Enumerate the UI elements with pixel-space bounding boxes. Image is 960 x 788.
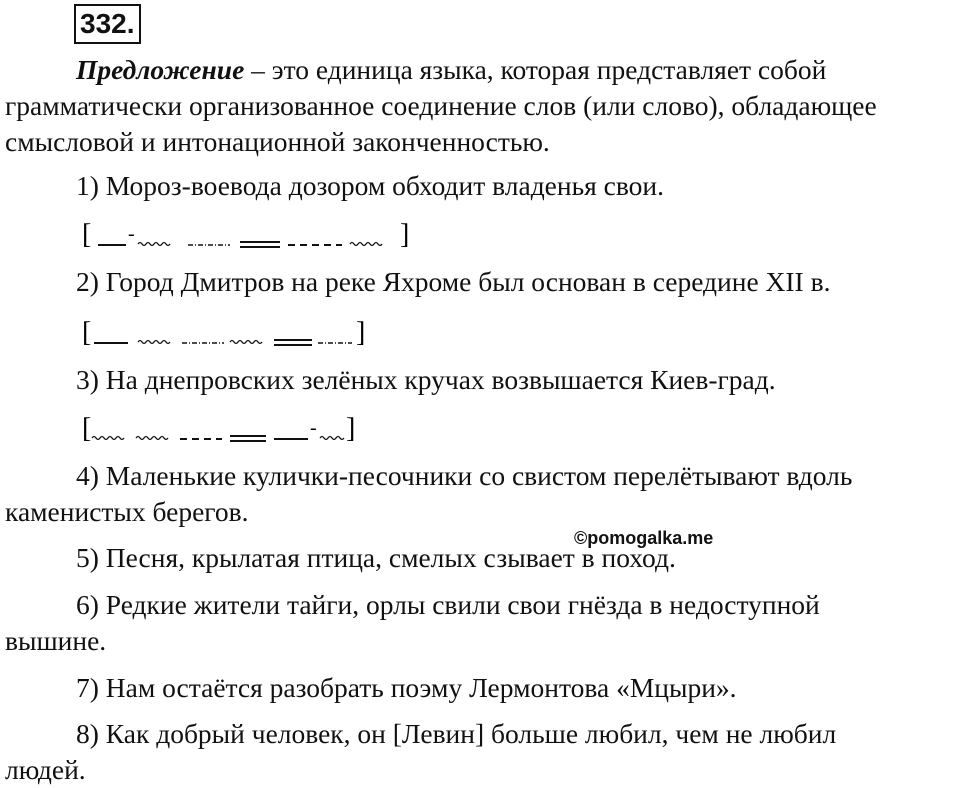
sentence-4-line-2: каменистых берегов. xyxy=(5,496,249,527)
sentence-8-line-1: 8) Как добрый человек, он [Левин] больше любил, чем не любил xyxy=(76,718,837,749)
exercise-number: 332. xyxy=(74,4,141,44)
watermark: ©pomogalka.me xyxy=(574,528,714,548)
definition-line-2: грамматически организованное соединение слов (или слово), обладающее xyxy=(5,90,877,121)
sentence-5: 5) Песня, крылатая птица, смелых сзывает в поход. xyxy=(76,542,676,573)
scheme-2-attribute-2 xyxy=(230,341,262,344)
scheme-2-attribute xyxy=(138,341,170,344)
sentence-6-line-1: 6) Редкие жители тайги, орлы свили свои гнёзда в недоступной xyxy=(76,589,820,620)
sentence-1: 1) Мороз-воевода дозором обходит владенья свои. xyxy=(76,170,665,201)
scheme-3-hyphen: - xyxy=(310,417,317,439)
definition-text: – это единица языка, которая представляет собой xyxy=(244,54,827,85)
scheme-3-open: [ xyxy=(82,413,92,444)
scheme-2-close: ] xyxy=(356,317,366,348)
scheme-3-attribute-1 xyxy=(92,437,124,440)
scheme-2 xyxy=(80,314,380,348)
scheme-3-attribute-2 xyxy=(136,437,168,440)
definition-line-1 xyxy=(0,52,960,88)
scheme-1-hyphen: - xyxy=(128,223,135,245)
scheme-3-close: ] xyxy=(346,413,356,444)
scheme-1 xyxy=(80,216,420,250)
sentence-7: 7) Нам остаётся разобрать поэму Лермонтова «Мцыри». xyxy=(76,672,737,703)
definition-term: Предложение xyxy=(76,54,245,85)
sentence-2: 2) Город Дмитров на реке Яхроме был основан в середине XII в. xyxy=(76,266,831,297)
scheme-1-attribute xyxy=(138,243,170,246)
scheme-3 xyxy=(80,410,380,444)
sentence-4-line-1: 4) Маленькие кулички-песочники со свистом перелётывают вдоль xyxy=(76,460,853,491)
scheme-1-attribute-2 xyxy=(350,243,382,246)
sentence-6-line-2: вышине. xyxy=(5,625,107,656)
scheme-1-open: [ xyxy=(82,219,92,250)
sentence-8-line-2: людей. xyxy=(5,754,86,785)
scheme-1-close: ] xyxy=(400,219,410,250)
definition-line-3: смысловой и интонационной законченностью. xyxy=(5,126,550,157)
scheme-3-attribute-3 xyxy=(320,437,344,440)
scheme-2-open: [ xyxy=(82,317,92,348)
sentence-3: 3) На днепровских зелёных кручах возвышается Киев-град. xyxy=(76,364,776,395)
